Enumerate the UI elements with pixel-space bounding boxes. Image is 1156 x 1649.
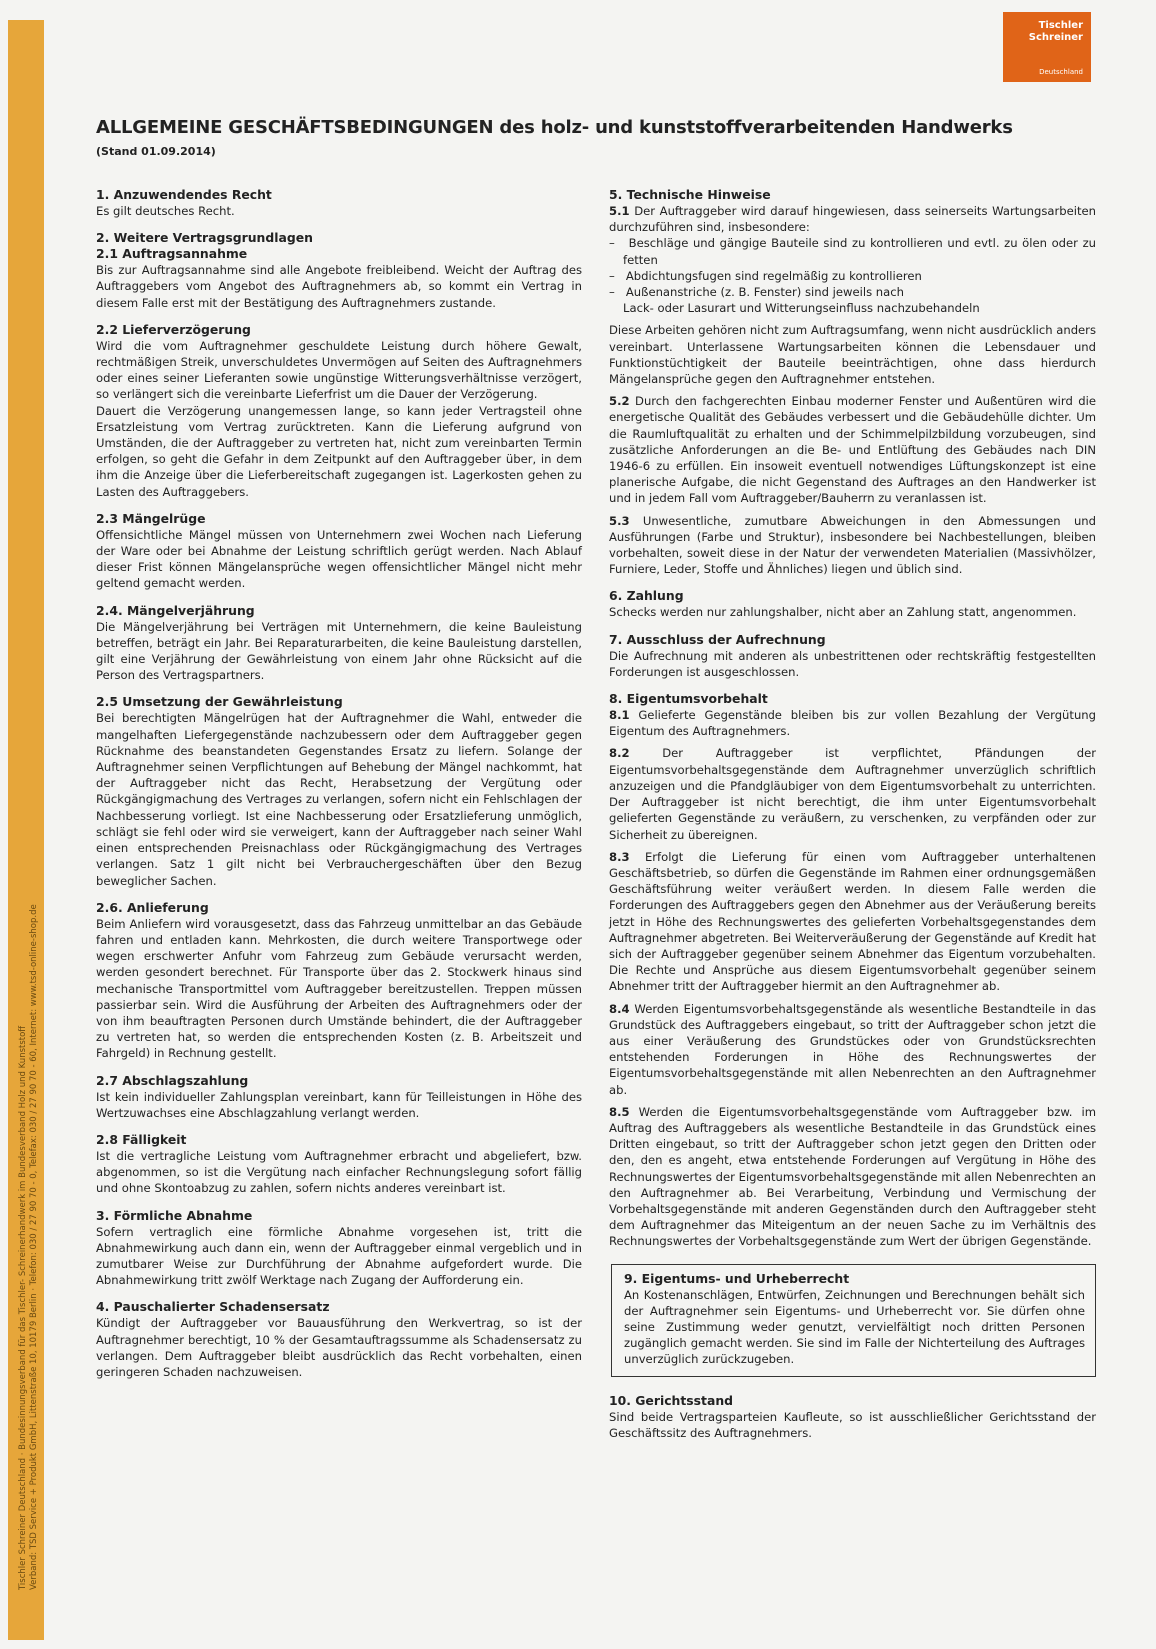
section-4 [96,1299,582,1380]
list-item-text: Außenanstriche (z. B. Fenster) sind jeweils nach [625,285,904,300]
section-text: Ist kein individueller Zahlungsplan vereinbart, kann für Teilleistungen in Höhe des Wertzuwachses eine Abschlagzahlung verlangt werden. [96,1089,582,1120]
section-text: Bei berechtigten Mängelrügen hat der Auftragnehmer die Wahl, entweder die mangelhaften Liefergegenstände nachzubessern oder dem Auftraggeber gegen Rücknahme des beanstandeten Gegenstandes Ersatz zu liefern. Solange der Auftragnehmer seinen Verpflichtungen auf Behebung der Mängel nachkommt, hat der Auftraggeber nicht das Recht, Herabsetzung der Vergütung oder Rückgängigmachung des Vertrages zu verlangen, sofern nicht ein Fehlschlagen der Nachbesserung vorliegt. Ist eine Nachbesserung oder Ersatzlieferung unmöglich, schlägt sie fehl oder wird sie verweigert, kann der Auftraggeber nach seiner Wahl einen entsprechenden Preisnachlass oder Rückgängigmachung des Vertrages verlangen. Satz 1 gilt nicht bei Verbrauchergeschäften über den Bezug beweglicher Sachen. [96,711,582,888]
clause-text: Durch den fachgerechten Einbau moderner Fenster und Außentüren wird die energetische Qualität des Gebäudes verbessert und die Gebäudehülle dichter. Um die Raumluftqualität zu erhalten und der Schimmelpilzbildung vorzubeugen, sind zusätzliche Anforderungen an die Be- und Entlüftung des Gebäudes nach DIN 1946-6 zu erfüllen. Ein insoweit eventuell notwendiges Lüftungskonzept ist eine planerische Aufgabe, die nicht Gegenstand des Auftrages an den Handwerker ist und in jedem Fall vom Auftraggeber/Bauherrn zu veranlassen ist. [609,394,1096,506]
section-2 [96,230,582,311]
section-text: Ist die vertragliche Leistung vom Auftragnehmer erbracht und abgeliefert, bzw. abgenommen, so ist die Vergütung nach einfacher Rechnungslegung sofort fällig und ohne Skontoabzug zu zahlen, sofern nichts anderes vereinbart ist. [96,1148,582,1196]
section-1 [96,187,582,219]
subsection-heading: 2.5 Umsetzung der Gewährleistung [96,694,343,710]
subsection-heading: 2.4. Mängelverjährung [96,602,255,618]
section-2-3 [96,511,582,592]
logo-line-2: Schreiner [1028,32,1083,43]
left-column [96,187,582,1391]
section-heading: 7. Ausschluss der Aufrechnung [609,631,826,647]
clause-text: Der Auftraggeber ist verpflichtet, Pfändungen der Eigentumsvorbehaltsgegenstände dem Auftragnehmer unverzüglich schriftlich anzuzeigen und die Pfandgläubiger von dem Eigentumsvorbehalt zu unterrichten. Der Auftraggeber ist nicht berechtigt, die ihm unter Eigentumsvorbehalt gelieferten Gegenstände zu veräußern, zu verschenken, zu verpfänden oder zur Sicherheit zu übereignen. [609,746,1097,842]
clause-number: 8.5 [609,1104,630,1119]
section-text [609,1104,1096,1250]
section-heading: 3. Förmliche Abnahme [96,1207,253,1223]
clause-text: Werden die Eigentumsvorbehaltsgegenstände vom Auftraggeber bzw. im Auftrag des Auftraggebers als wesentliche Bestandteile in das Grundstück eines Dritten eingebaut, so tritt der Auftraggeber schon jetzt gegen den Dritten oder den, den es angeht, etwa entstehende Forderungen auf Vergütung in Höhe des Rechnungswertes der Eigentumsvorbehaltsgegenstände mit allen Nebenrechten an den Auftragnehmer ab. Bei Verarbeitung, Verbindung und Vermischung der Vorbehaltsgegenstände mit anderen Gegenständen durch den Auftraggeber steht dem Auftragnehmer das Miteigentum an der neuen Sache zu im Verhältnis des Rechnungswertes der Vorbehaltsgegenstände zum Wert der übrigen Gegenstände. [609,1104,1097,1249]
section-text [609,203,1096,235]
clause-text: Der Auftraggeber wird darauf hingewiesen, dass seinerseits Wartungsarbeiten durchzuführen sind, insbesondere: [609,204,1096,235]
clause-number: 8.4 [609,1001,630,1016]
clause-text: Unwesentliche, zumutbare Abweichungen in den Abmessungen und Ausführungen (Farbe und Struktur), insbesondere bei Nachbestellungen, bleiben vorbehalten, soweit diese in der Natur der verwendeten Materialien (Massivhölzer, Furniere, Leder, Stoffe und Ähnliches) liegen und üblich sind. [609,513,1096,577]
section-2-2 [96,322,582,500]
section-text: Dauert die Verzögerung unangemessen lange, so kann jeder Vertragsteil ohne Ersatzleistung vom Vertrag zurücktreten. Kann die Lieferung aufgrund von Umständen, die der Auftraggeber zu vertreten hat, nicht zum vereinbarten Termin erfolgen, so geht die Gefahr in dem Zeitpunkt auf den Auftraggeber über, in dem ihm die Anzeige über die Lieferbereitschaft zugegangen ist. Lagerkosten gehen zu Lasten des Auftraggebers. [96,403,582,499]
section-2-8 [96,1132,582,1197]
section-heading: 6. Zahlung [609,588,684,604]
section-text: Bis zur Auftragsannahme sind alle Angebote freibleibend. Weicht der Auftrag des Auftraggebers vom Angebot des Auftragnehmers ab, so kommt ein Vertrag in diesem Falle erst mit der Bestätigung des Auftragnehmers zustande. [96,263,582,310]
side-stripe-text [18,30,40,1590]
subsection-heading: 2.8 Fälligkeit [96,1131,187,1147]
section-10 [609,1393,1096,1441]
section-text [609,513,1096,578]
side-stripe-line: Verband: TSD Service + Produkt GmbH, Littenstraße 10, 10179 Berlin · Telefon: 030 / 27 90 70 - 0, Telefax: 030 / 27 90 70 - 60, Internet: www.tsd-online-shop.de [29,904,39,1590]
section-text [609,393,1096,506]
subsection-heading: 2.7 Abschlagszahlung [96,1072,249,1088]
section-2-6 [96,900,582,1062]
section-8 [609,691,1096,1250]
section-2-5 [96,694,582,888]
section-text: Offensichtliche Mängel müssen von Unternehmern zwei Wochen nach Lieferung der Ware oder bei Abnahme der Leistung schriftlich gerügt werden. Nach Ablauf dieser Frist können Mängelansprüche wegen offensichtlicher Mängel nicht mehr geltend gemacht werden. [96,527,582,591]
list-item: – Abdichtungsfugen sind regelmäßig zu kontrollieren [609,268,922,283]
clause-text: Gelieferte Gegenstände bleiben bis zur vollen Bezahlung der Vergütung Eigentum des Auftragnehmers. [609,708,1096,739]
subsection-heading: 2.3 Mängelrüge [96,510,206,526]
clause-number: 8.1 [609,708,630,723]
clause-number: 8.3 [609,849,630,864]
section-text [609,707,1096,739]
section-heading: 1. Anzuwendendes Recht [96,187,272,202]
clause-number: 8.2 [609,746,630,761]
section-3 [96,1208,582,1289]
section-2-7 [96,1073,582,1121]
section-text: Die Aufrechnung mit anderen als unbestrittenen oder rechtskräftig festgestellten Forderungen ist ausgeschlossen. [609,648,1096,679]
section-heading: 8. Eigentumsvorbehalt [609,691,768,707]
right-column [609,187,1096,1452]
list-item-continued: Lack- oder Lasurart und Witterungseinfluss nachzubehandeln [623,301,980,316]
section-2-4 [96,603,582,684]
clause-text: Erfolgt die Lieferung für einen vom Auftraggeber unterhaltenen Geschäftsbetrieb, so dürfen die Gegenstände im Rahmen einer ordnungsgemäßen Geschäftsführung weiter veräußert werden. In diesem Falle werden die Forderungen des Auftraggebers gegen den Abnehmer aus der Veräußerung bereits jetzt in Höhe des Rechnungswertes des gelieferten Vorbehaltsgegenstandes dem Auftragnehmer abgetreten. Bei Weiterveräußerung der Gegenstände auf Kredit hat sich der Auftraggeber gegenüber seinem Abnehmer das Eigentum vorzubehalten. Die Rechte und Ansprüche aus diesem Eigentumsvorbehalt gegenüber seinem Abnehmer tritt der Auftraggeber hiermit an den Auftragnehmer ab. [609,849,1097,994]
logo-line-1: Tischler [1038,20,1083,31]
section-heading: 10. Gerichtsstand [609,1392,734,1408]
list-item-text: Beschläge und gängige Bauteile sind zu kontrollieren und evtl. zu ölen oder zu fetten [623,236,1096,267]
section-heading: 9. Eigentums- und Urheberrecht [624,1270,850,1286]
subsection-heading: 2.2 Lieferverzögerung [96,321,251,337]
clause-text: Werden Eigentumsvorbehaltsgegenstände als wesentliche Bestandteile in das Grundstück des Auftraggebers eingebaut, so tritt der Auftraggeber schon jetzt die aus einer Veräußerung des Grundstückes oder von Grundstücksrechten entstehenden Forderungen in Höhe des Rechnungswertes der Eigentumsvorbehaltsgegenstände mit allen Nebenrechten an den Auftragnehmer ab. [609,1001,1097,1097]
section-6 [609,588,1096,620]
section-text: Es gilt deutsches Recht. [96,204,235,218]
section-5 [609,187,1096,577]
section-text: Schecks werden nur zahlungshalber, nicht aber an Zahlung statt, angenommen. [609,605,1077,620]
page-title: ALLGEMEINE GESCHÄFTSBEDINGUNGEN des holz- und kunststoffverarbeitenden Handwerks [96,117,1013,138]
section-7 [609,632,1096,680]
section-text [609,849,1096,995]
section-text: Wird die vom Auftragnehmer geschuldete Leistung durch höhere Gewalt, rechtmäßigen Streik, unverschuldetes Unvermögen auf Seiten des Auftragnehmers oder eines seiner Lieferanten sowie ungünstige Witterungsverhältnisse verzögert, so verlängert sich die vereinbarte Lieferfrist um die Dauer der Verzögerung. [96,338,582,402]
clause-number: 5.3 [609,513,630,528]
list-item: – Beschläge und gängige Bauteile sind zu kontrollieren und evtl. zu ölen oder zu fetten [609,236,1096,267]
list-item-text: Abdichtungsfugen sind regelmäßig zu kontrollieren [625,268,922,283]
section-text: Sind beide Vertragsparteien Kaufleute, so ist ausschließlicher Gerichtsstand der Geschäftssitz des Auftragnehmers. [609,1409,1096,1440]
page-date: (Stand 01.09.2014) [96,145,216,158]
clause-number: 5.1 [609,204,630,218]
section-9-box [611,1264,1096,1377]
section-text [609,1001,1096,1098]
section-heading: 4. Pauschalierter Schadensersatz [96,1299,330,1315]
section-text: Die Mängelverjährung bei Verträgen mit Unternehmern, die keine Bauleistung betreffen, beträgt ein Jahr. Bei Reparaturarbeiten, die keine Bauleistung darstellen, gilt eine Verjährung der Gewährleistung von einem Jahr ohne Rücksicht auf die Person des Vertragspartners. [96,619,582,683]
logo-line-3: Deutschland [1039,68,1083,76]
subsection-heading: 2.6. Anlieferung [96,899,209,915]
section-text: Sofern vertraglich eine förmliche Abnahme vorgesehen ist, tritt die Abnahmewirkung auch dann ein, wenn der Auftraggeber einmal vergeblich und in zumutbarer Weise zur Durchführung der Abnahme aufgefordert wurde. Die Abnahmewirkung tritt zwölf Werktage nach Zugang der Aufforderung ein. [96,1224,582,1288]
section-text: Beim Anliefern wird vorausgesetzt, dass das Fahrzeug unmittelbar an das Gebäude fahren und entladen kann. Mehrkosten, die durch weitere Transportwege oder wegen erschwerter Anfuhr vom Fahrzeug zum Gebäude verursacht werden, werden gesondert berechnet. Für Transporte über das 2. Stockwerk hinaus sind mechanische Transportmittel vom Auftraggeber bereitzustellen. Treppen müssen passierbar sein. Wird die Ausführung der Arbeiten des Auftragnehmers oder der von ihm beauftragten Personen durch Umstände behindert, die der Auftraggeber zu vertreten hat, so werden die entsprechenden Kosten (z. B. Arbeitszeit und Fahrgeld) in Rechnung gestellt. [96,916,582,1061]
list-item: – Außenanstriche (z. B. Fenster) sind jeweils nach [609,285,904,300]
section-heading: 5. Technische Hinweise [609,187,771,202]
subsection-heading: 2.1 Auftragsannahme [96,246,248,262]
section-text: Diese Arbeiten gehören nicht zum Auftragsumfang, wenn nicht ausdrücklich anders vereinbart. Unterlassene Wartungsarbeiten können die Lebensdauer und Funktionstüchtigkeit der Bauteile beeinträchtigen, ohne dass hierdurch Mängelansprüche gegen den Auftragnehmer entstehen. [609,323,1096,387]
section-heading: 2. Weitere Vertragsgrundlagen [96,230,313,246]
logo [1003,12,1091,82]
side-stripe-line: Tischler Schreiner Deutschland · Bundesinnungsverband für das Tischler- Schreinerhandwerk im Bundesverband Holz und Kunststoff [18,1025,28,1590]
clause-number: 5.2 [609,394,630,409]
section-text: Kündigt der Auftraggeber vor Bauausführung den Werkvertrag, so ist der Auftragnehmer berechtigt, 10 % der Gesamtauftragssumme als Schadensersatz zu verlangen. Dem Auftraggeber bleibt ausdrücklich das Recht vorbehalten, einen geringeren Schaden nachzuweisen. [96,1316,582,1379]
section-text: An Kostenanschlägen, Entwürfen, Zeichnungen und Berechnungen behält sich der Auftragnehmer sein Eigentums- und Urheberrecht vor. Sie dürfen ohne seine Zustimmung weder genutzt, vervielfältigt noch dritten Personen zugänglich gemacht werden. Sie sind im Falle der Nichterteilung des Auftrages unverzüglich zurückzugeben. [624,1287,1085,1367]
section-text [609,745,1096,842]
